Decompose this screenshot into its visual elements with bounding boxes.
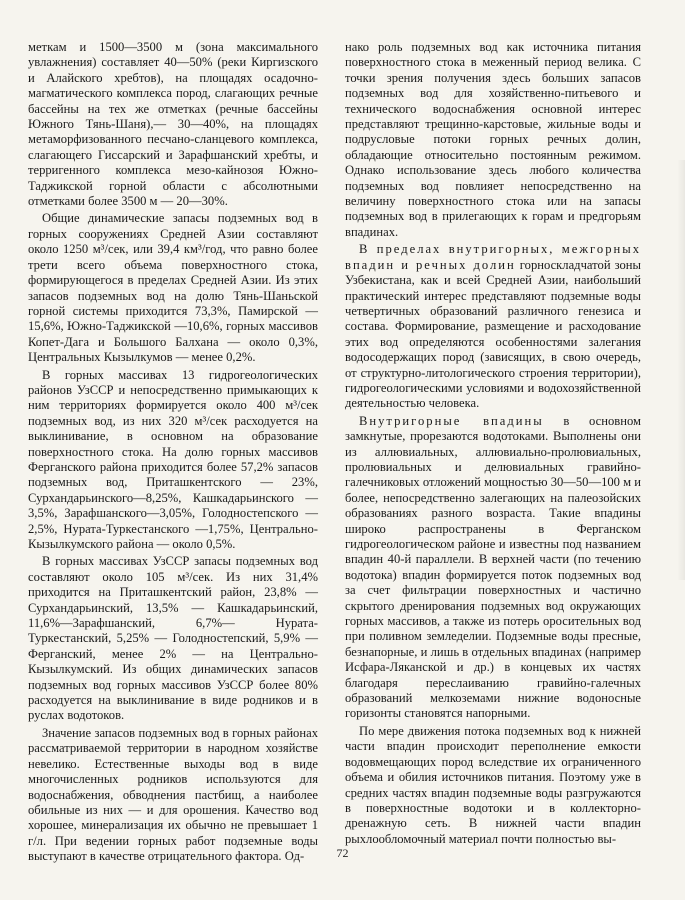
left-column [28, 40, 318, 865]
paragraph: В горных массивах УзССР запасы подземных вод составляют около 105 м³/сек. Из них 31,4% приходится на Приташкентский район, 23,8% — Сурхандарьинский, 13,5% — Кашкадарьинский, 11,6%—Зарафшанский, 6,7%— Нурата-Туркестанский, 5,25% — Голодностепский, 5,9% — Ферганский, менее 2% — на Центрально-Кызылкумский. Из общих динамических запасов подземных вод горных массивов УзССР более 80% расходуется на выклинивание в виде родников и в руслах водотоков. [28, 554, 318, 723]
paragraph [345, 242, 641, 411]
paragraph: меткам и 1500—3500 м (зона максимального увлажнения) составляет 40—50% (реки Киргизского и Алайского хребтов), на площадях осадочно-магматического комплекса пород, слагающих речные бассейны на тех же отметках (речные бассейны Южного Тянь-Шаня),— 30—40%, на площадях метаморфизованного песчано-сланцевого комплекса, слагающего Гиссарский и Зарафшанский хребты, и терригенного комплекса мезо-кайнозоя Южно-Таджикской горной области с абсолютными отметками более 3500 м — 20—30%. [28, 40, 318, 209]
spaced-heading-text: В пределах внутригорных, межгорных впадин и речных долин [345, 242, 641, 272]
paragraph [345, 414, 641, 722]
paragraph: нако роль подземных вод как источника питания поверхностного стока в меженный период велика. С точки зрения получения здесь больших запасов подземных вод для хозяйственно-питьевого и технического водоснабжения основной интерес представляют трещинно-карстовые, жильные воды и подрусловые потоки горных речных долин, обладающие относительно постоянным режимом. Однако использование здесь любого количества подземных вод повлияет непосредственно на величину поверхностного стока или на запасы подземных вод в прилегающих к горам и предгорьям впадинах. [345, 40, 641, 239]
right-column [345, 40, 641, 847]
page-edge-shadow [677, 160, 685, 580]
spaced-heading-text: Внутригорные впадины [359, 413, 544, 428]
paragraph-text: в основном замкнутые, прорезаются водотоками. Выполнены они из аллювиальных, аллювиально-пролювиальных, пролювиальных и делювиальных гравийно-галечниковых отложений мощностью 30—50—100 м и более, непосредственно залегающих на палеозойских образованиях разного возраста. Такие впадины широко распространены в Ферганском гидрогеологическом районе и известны под названием впадин 40-й параллели. В верхней части (по течению водотока) впадин формируется поток подземных вод за счет фильтрации поверхностных и частично скрытого дренирования подземных вод окружающих горных массивов, а также из потерь оросительных вод при поливном земледелии. Подземные воды пресные, безнапорные, и лишь в отдельных впадинах (например Исфара-Ляканской и др.) в концевых их частях благодаря переслаиванию гравийно-галечных образований мелкоземами нижние водоносные горизонты становятся напорными. [345, 413, 641, 721]
paragraph: Общие динамические запасы подземных вод в горных сооружениях Средней Азии составляют около 1250 м³/сек, или 39,4 км³/год, что равно более трети всего объема поверхностного стока, формирующегося в пределах Средней Азии. Из этих запасов подземных вод на долю Тянь-Шаньской горной системы приходится 73,3%, Памирской — 15,6%, Южно-Таджикской —10,6%, горных массивов Копет-Дага и Большого Балхана — около 0,3%, Центральных Кызылкумов — менее 0,2%. [28, 211, 318, 365]
paragraph: В горных массивах 13 гидрогеологических районов УзССР и непосредственно примыкающих к ним территориях формируется около 400 м³/сек подземных вод, из них 320 м³/сек расходуется на выклинивание, в основном на образование поверхностного стока. На долю горных массивов Ферганского района приходится более 57,2% запасов подземных вод, Приташкентского — 23%, Сурхандарьинского—8,25%, Кашкадарьинского —3,5%, Зарафшанского—3,05%, Голодностепского —2,5%, Нурата-Туркестанского —1,75%, Центрально-Кызылкумского района — около 0,5%. [28, 367, 318, 551]
page-number: 72 [336, 846, 349, 860]
paragraph: Значение запасов подземных вод в горных районах рассматриваемой территории в народном хозяйстве невелико. Естественные выходы вод в виде многочисленных родников используются для водоснабжения, обводнения пастбищ, а наиболее обильные из них — и для орошения. Качество вод хорошее, минерализация их обычно не превышает 1 г/л. При ведении горных работ подземные воды выступают в качестве отрицательного фактора. Од- [28, 725, 318, 864]
paragraph: По мере движения потока подземных вод к нижней части впадин происходит переполнение емкости водовмещающих пород вследствие их ограниченного объема и обилия источников питания. Поэтому уже в средних частях впадин подземные воды разгружаются в поверхностные водотоки и в коллекторно-дренажную сеть. В нижней части впадин рыхлообломочный материал почти полностью вы- [345, 723, 641, 846]
paragraph-text: горноскладчатой зоны Узбекистана, как и всей Средней Азии, наибольший практический интерес представляют подземные воды четвертичных образований различного генезиса и состава. Формирование, размещение и расходование этих вод определяются особенностями залегания водосодержащих пород (зависящих, в свою очередь, от структурно-литологического строения территории), гидрогеологическими условиями и водохозяйственной деятельностью человека. [345, 257, 641, 411]
